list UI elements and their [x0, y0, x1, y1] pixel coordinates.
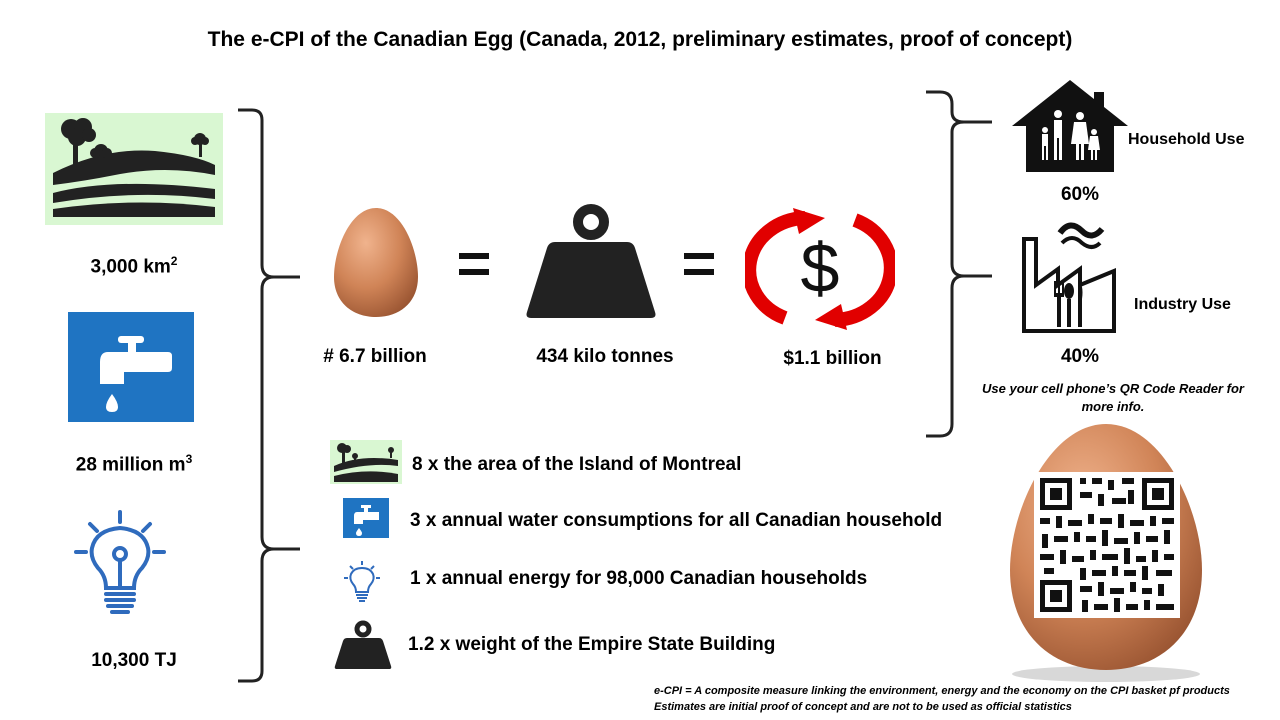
equals-sign-1 — [455, 245, 495, 285]
energy-value: 10,300 TJ — [91, 650, 177, 671]
water-tap-icon — [343, 498, 389, 538]
landscape-icon — [330, 440, 402, 484]
comparison-text: 1 x annual energy for 98,000 Canadian households — [410, 568, 868, 589]
water-tap-icon — [68, 312, 194, 422]
footnote-disclaimer: Estimates are initial proof of concept and are not to be used as official statistics — [654, 701, 1072, 713]
comparison-text: 8 x the area of the Island of Montreal — [412, 454, 742, 475]
comparison-item-weight — [334, 620, 776, 675]
land-icon-box — [45, 113, 223, 225]
weight-icon — [525, 202, 657, 320]
household-share: 60% — [1060, 184, 1100, 205]
landscape-icon — [45, 113, 223, 225]
egg-weight: 434 kilo tonnes — [536, 346, 674, 367]
industry-use-label: Industry Use — [1134, 296, 1231, 313]
egg-count: # 6.7 billion — [323, 346, 427, 367]
weight-icon — [334, 620, 392, 670]
svg-text:$: $ — [800, 229, 840, 307]
factory-food-icon — [1018, 215, 1118, 335]
equals-sign-2 — [680, 245, 720, 285]
qr-note: Use your cell phone’s QR Code Reader for more info. — [982, 381, 1244, 414]
comparison-item-energy — [342, 560, 868, 609]
household-use-label: Household Use — [1128, 131, 1245, 148]
comparison-text: 3 x annual water consumptions for all Canadian household — [410, 510, 943, 531]
comparison-text: 1.2 x weight of the Empire State Building — [408, 634, 776, 655]
qr-egg-image[interactable] — [1000, 420, 1212, 682]
money-cycle-icon — [745, 208, 895, 330]
house-family-icon — [1010, 78, 1130, 173]
water-value: 28 million $m^3$ — [75, 452, 193, 476]
egg-icon — [330, 205, 422, 320]
energy-icon-box — [72, 510, 168, 618]
industry-share: 40% — [1060, 346, 1100, 367]
water-icon-box — [68, 312, 194, 422]
page-title: The e-CPI of the Canadian Egg (Canada, 2012, preliminary estimates, proof of concept) — [207, 28, 1073, 51]
light-bulb-icon — [72, 510, 168, 618]
input-bracket — [230, 105, 310, 685]
footnote-definition: e-CPI = A composite measure linking the environment, energy and the economy on the CPI basket pf products — [654, 685, 1230, 697]
light-bulb-icon — [342, 560, 382, 604]
egg-value: $1.1 billion — [783, 348, 882, 369]
land-value: 3,000 $km^2$ — [90, 254, 178, 278]
